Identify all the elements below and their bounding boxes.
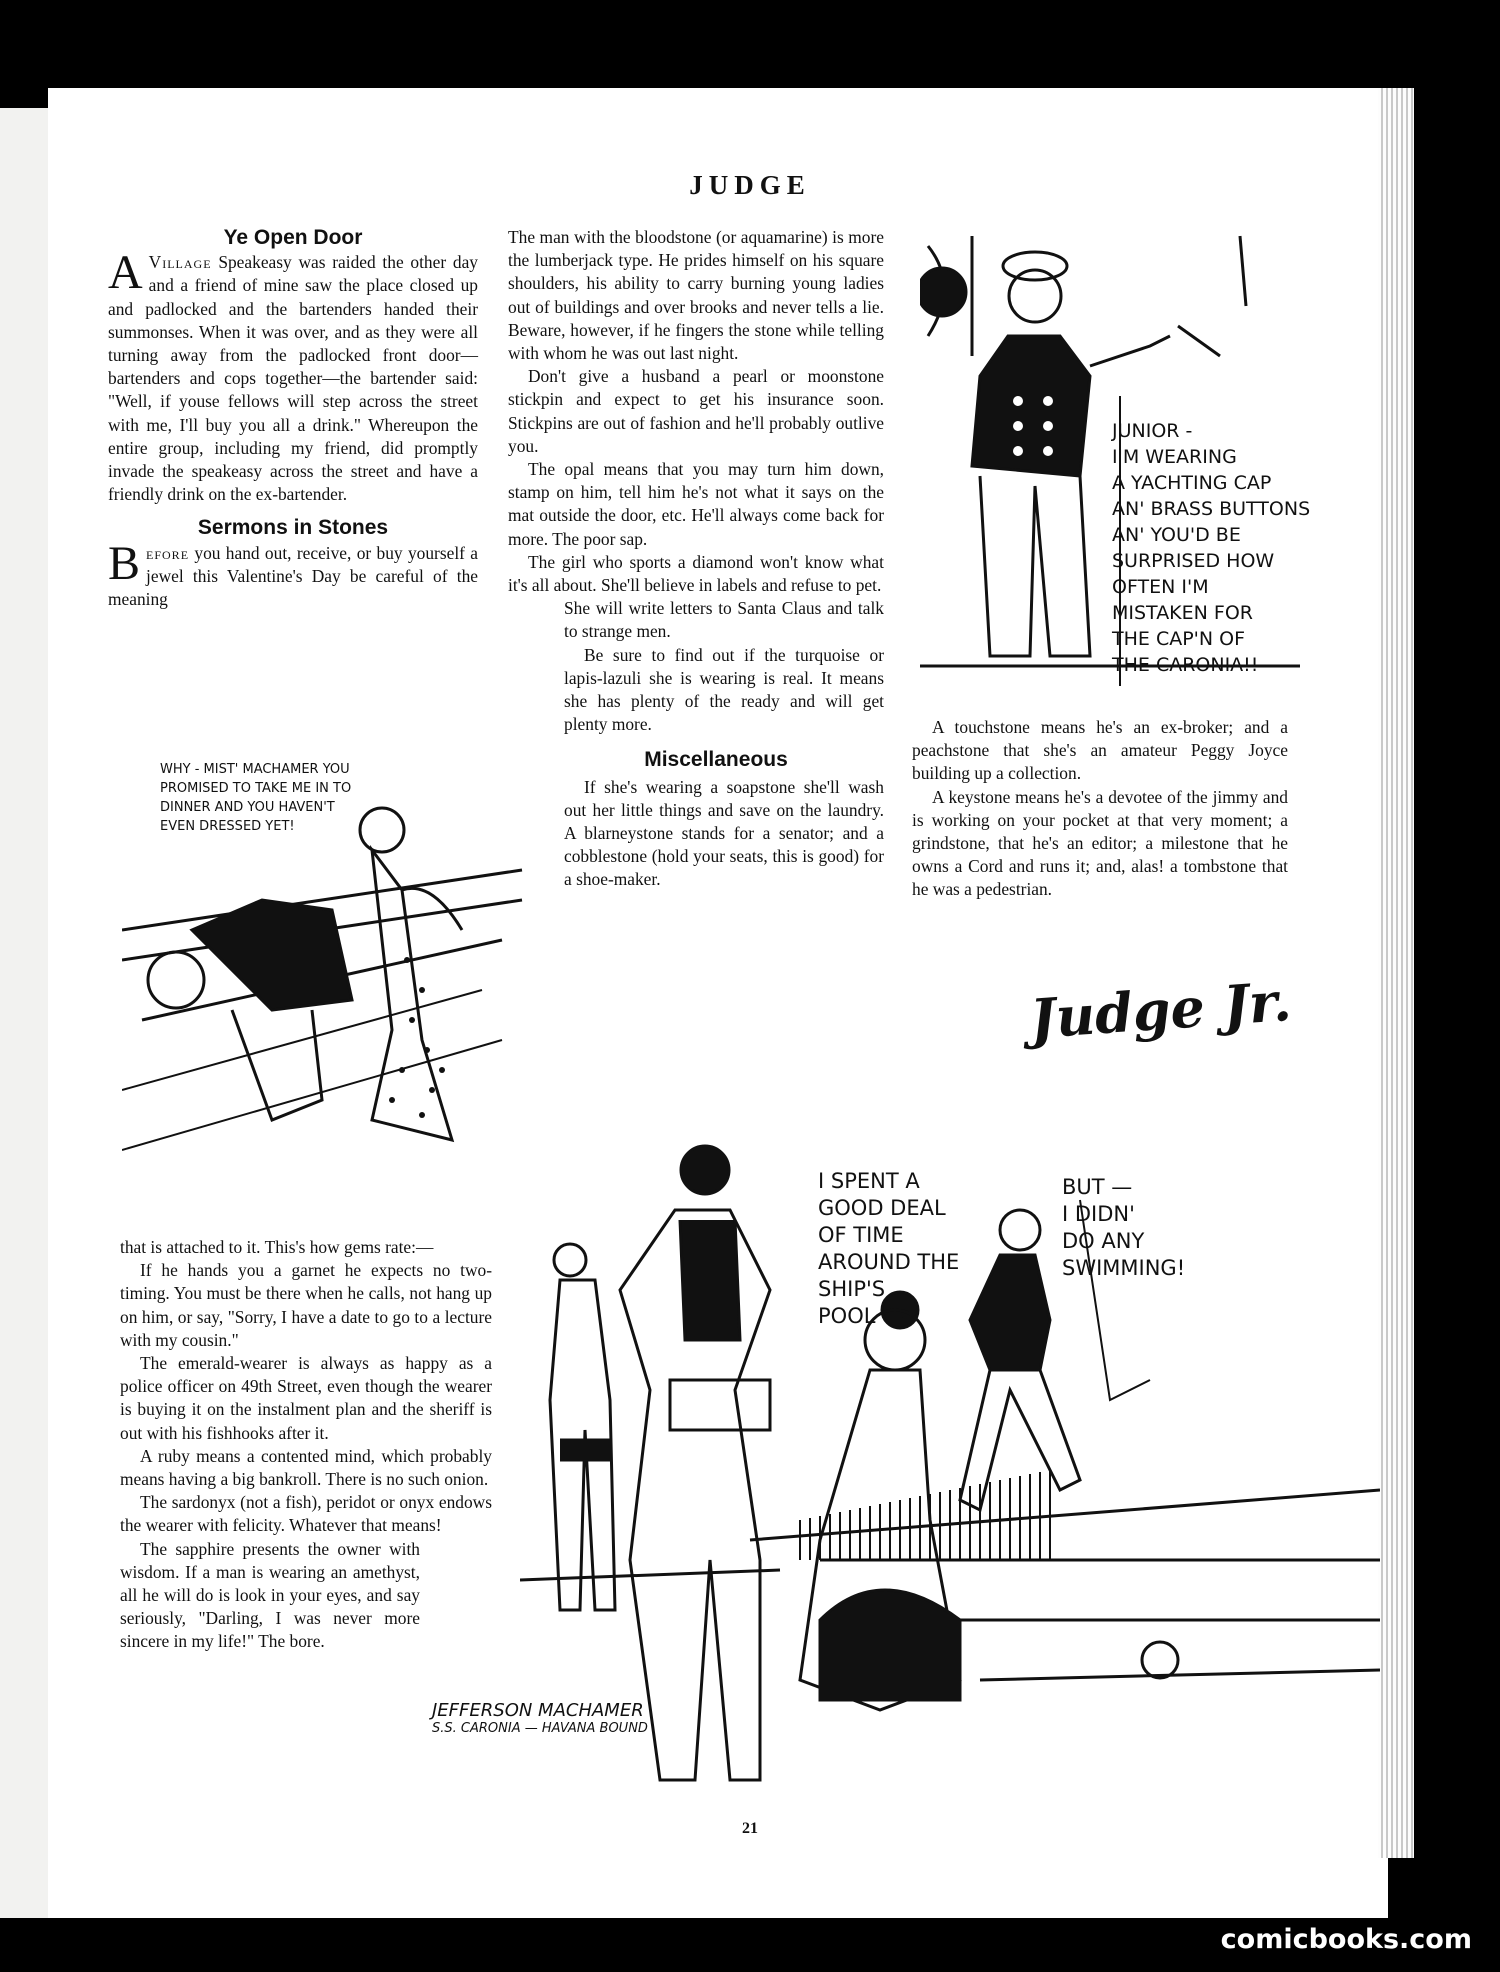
- heading-sermons-in-stones: Sermons in Stones: [197, 516, 389, 540]
- drop-cap: B: [108, 536, 141, 590]
- drop-cap: A: [108, 246, 143, 300]
- pool-caption-right: BUT — I DIDN' DO ANY SWIMMING!: [1062, 1175, 1186, 1280]
- paragraph: Don't give a husband a pearl or moonstone stickpin and expect to get his insurance soon. Stickpins are out of fashion and he'll probably outlive you.: [508, 366, 884, 456]
- column-1-top: [108, 226, 478, 611]
- deck-caption: WHY - MIST' MACHAMER YOU PROMISED TO TAKE ME IN TO DINNER AND YOU HAVEN'T EVEN DRESSED YET!: [160, 762, 352, 834]
- paragraph: If he hands you a garnet he expects no two-timing. You must be there when he calls, not hang up on him, or say, "Sorry, I have a date to go to a lecture with my cousin.": [120, 1260, 492, 1350]
- paragraph: The girl who sports a diamond won't know what it's all about. She'll believe in labels and refuse to pet.: [508, 551, 884, 596]
- page-number: 21: [742, 1820, 758, 1837]
- column-3: [912, 716, 1288, 902]
- paragraph: The sardonyx (not a fish), peridot or onyx endows the wearer with felicity. Whatever that means!: [120, 1492, 492, 1536]
- paragraph: She will write letters to Santa Claus and talk to strange men.: [564, 598, 884, 642]
- watermark: comicbooks.com: [1220, 1924, 1472, 1955]
- heading-ye-open-door: Ye Open Door: [223, 226, 363, 249]
- paragraph: The opal means that you may turn him down, stamp on him, tell him he's not what it says on the mat outside the door, etc. He'll always come back for more. The poor sap.: [508, 459, 884, 549]
- ye-open-door-body: A Village Speakeasy was raided the other day and a friend of mine saw the place closed up and padlocked and the bartenders handed their summonses. When it was over, and as they were all turning away from the padlocked front door—bartenders and cops together—the bartender said: "Well, if youse fellows will step across the street with me, I'll buy you all a drink." Whereupon the entire group, including my friend, did promptly invade the speakeasy across the street and have a friendly drink on the ex-bartender.: [108, 246, 478, 505]
- artist-credit: JEFFERSON MACHAMER S.S. CARONIA — HAVANA BOUND: [432, 1700, 648, 1736]
- paragraph: that is attached to it. This's how gems rate:—: [120, 1237, 434, 1257]
- paragraph: A ruby means a contented mind, which probably means having a big bankroll. There is no such onion.: [120, 1445, 492, 1490]
- column-2: [508, 226, 884, 892]
- column-1-bottom: [120, 1236, 492, 1654]
- page-stack-edge: [1378, 88, 1414, 1858]
- paragraph: The emerald-wearer is always as happy as a police officer on 49th Street, even though the wearer is buying it on the instalment plan and the sheriff is out with his fishhooks after it.: [120, 1353, 492, 1443]
- heading-miscellaneous: Miscellaneous: [644, 748, 788, 772]
- paragraph: A touchstone means he's an ex-broker; and a peachstone that she's an amateur Peggy Joyce building up a collection.: [912, 717, 1288, 784]
- paragraph: A keystone means he's a devotee of the jimmy and is working on your pocket at that very moment; a grindstone, that he's an editor; a milestone that he owns a Cord and runs it; and, alas! a tombstone that he was a pedestrian.: [912, 786, 1288, 900]
- miscellaneous-body: If she's wearing a soapstone she'll wash out her little things and save on the laundry. A blarneystone stands for a senator; and a cobblestone (hold your seats, this is good) for a shoe-maker.: [564, 776, 884, 890]
- paragraph: Be sure to find out if the turquoise or lapis-lazuli she is wearing is real. It means she has plenty of the ready and will get plenty more.: [564, 644, 884, 735]
- paragraph: The man with the bloodstone (or aquamarine) is more the lumberjack type. He prides himself on his square shoulders, his ability to carry burning young ladies out of buildings and over brooks and never tells a lie. Beware, however, if he fingers the stone while telling with whom he was out last night.: [508, 227, 884, 364]
- paragraph: The sapphire presents the owner with wisdom. If a man is wearing an amethyst, all he will do is look in your eyes, and say seriously, "Darling, I was never more sincere in my life!" The bore.: [120, 1538, 420, 1652]
- pool-caption-left: I SPENT A GOOD DEAL OF TIME AROUND THE SHIP'S POOL —: [818, 1169, 960, 1328]
- sailor-caption: JUNIOR - I'M WEARING A YACHTING CAP AN' BRASS BUTTONS AN' YOU'D BE SURPRISED HOW OFTEN I'M MISTAKEN FOR THE CAP'N OF THE CARONIA!! -: [1112, 420, 1311, 676]
- signature: Judge Jr.: [1028, 968, 1294, 1052]
- magazine-masthead: JUDGE: [689, 170, 811, 200]
- sermons-intro: Before you hand out, receive, or buy yourself a jewel this Valentine's Day be careful of the meaning: [108, 536, 478, 610]
